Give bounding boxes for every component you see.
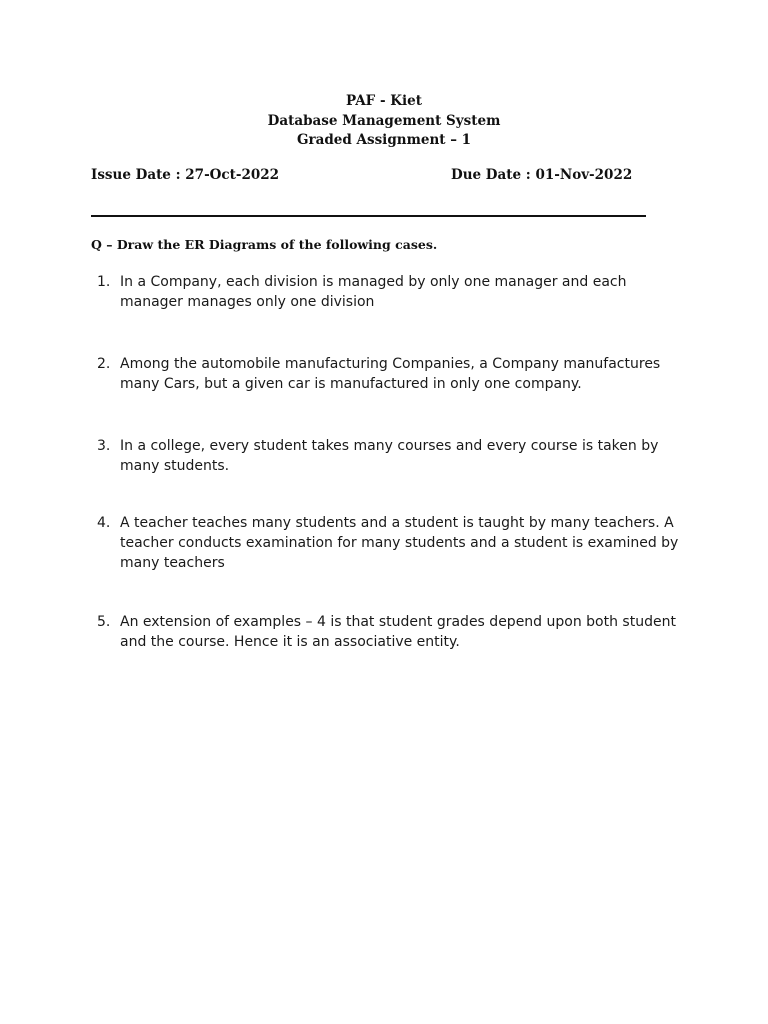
case-number: 1. xyxy=(97,274,111,290)
case-text-line: many teachers xyxy=(120,555,225,571)
due-date: Due Date : 01-Nov-2022 xyxy=(451,167,633,183)
case-text xyxy=(120,612,677,652)
issue-date: Issue Date : 27-Oct-2022 xyxy=(91,167,280,183)
question-title: Q – Draw the ER Diagrams of the following cases. xyxy=(91,237,438,252)
case-text-line: In a Company, each division is managed by only one manager and each xyxy=(120,274,627,290)
case-text xyxy=(120,354,677,394)
case-text-line: and the course. Hence it is an associative entity. xyxy=(120,634,460,650)
case-number: 4. xyxy=(97,515,111,531)
case-text-line: manager manages only one division xyxy=(120,294,375,310)
case-text-line: many students. xyxy=(120,458,230,474)
case-text xyxy=(120,436,677,476)
case-number: 3. xyxy=(97,438,111,454)
course-title: Database Management System xyxy=(267,112,501,129)
case-text-line: A teacher teaches many students and a student is taught by many teachers. A xyxy=(120,515,674,531)
document-header xyxy=(0,92,768,151)
case-number: 2. xyxy=(97,356,111,372)
assignment-title: Graded Assignment – 1 xyxy=(296,132,472,148)
case-text xyxy=(120,272,677,312)
case-text-line: An extension of examples – 4 is that student grades depend upon both student xyxy=(120,614,676,630)
case-number: 5. xyxy=(97,614,111,630)
case-text-line: many Cars, but a given car is manufactured in only one company. xyxy=(120,376,582,392)
case-text-line: Among the automobile manufacturing Companies, a Company manufactures xyxy=(120,356,661,372)
horizontal-divider xyxy=(91,215,646,217)
case-text xyxy=(120,513,677,573)
case-text-line: In a college, every student takes many courses and every course is taken by xyxy=(120,438,659,454)
case-text-line: teacher conducts examination for many students and a student is examined by xyxy=(120,535,679,551)
institution-name: PAF - Kiet xyxy=(346,93,422,109)
